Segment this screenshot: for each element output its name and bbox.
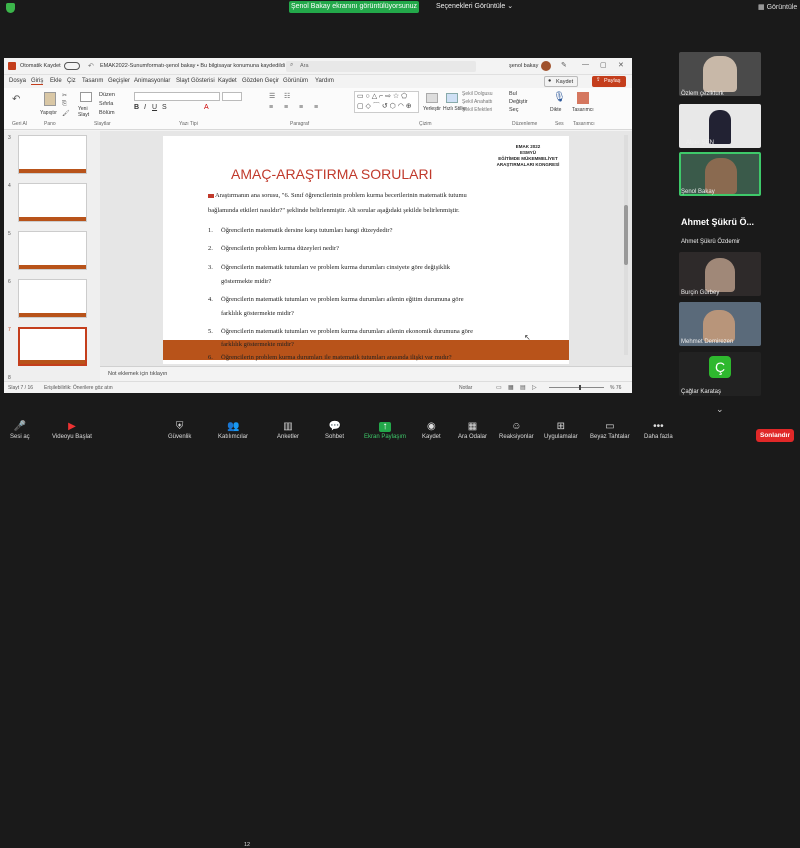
badge-line-2: ESMYÜ bbox=[519, 150, 536, 155]
question-3-line-1: Öğrencilerin matematik tutumları ve problem kurma durumları cinsiyete göre değişiklik bbox=[221, 264, 451, 271]
participant-big-name: Ahmet Şükrü Ö... bbox=[681, 217, 755, 227]
question-number: 6. bbox=[208, 354, 213, 361]
chevron-down-icon: ⌄ bbox=[507, 3, 514, 10]
slide-title: AMAÇ-ARAŞTIRMA SORULARI bbox=[231, 166, 433, 182]
breakout-rooms-button[interactable] bbox=[458, 422, 487, 440]
participant-name: Mehmet Demirezen bbox=[681, 339, 734, 345]
justify-icon[interactable]: ≡ bbox=[314, 104, 319, 111]
participant-name: Çağlar Karataş bbox=[681, 389, 722, 395]
chevron-down-icon[interactable]: ⌄ bbox=[716, 404, 724, 414]
participant-tile[interactable] bbox=[679, 52, 761, 96]
share-button[interactable] bbox=[592, 76, 626, 87]
powerpoint-window bbox=[4, 58, 632, 393]
tab-file[interactable]: Dosya bbox=[9, 78, 27, 84]
whiteboard-icon: ▭ bbox=[605, 421, 615, 432]
section-button[interactable]: Bölüm bbox=[99, 110, 115, 116]
question-5-line-2: farklılık göstermekte midir? bbox=[221, 341, 294, 348]
record-icon: ◉ bbox=[426, 421, 436, 432]
zoom-toolbar bbox=[0, 420, 800, 848]
slide-thumbnail-4[interactable] bbox=[18, 183, 87, 222]
maximize-icon[interactable]: ▢ bbox=[600, 62, 607, 69]
view-button-label: Görüntüle bbox=[766, 4, 798, 11]
group-undo-label: Geri Al bbox=[12, 121, 28, 127]
align-right-icon[interactable]: ≡ bbox=[299, 104, 304, 111]
security-shield-icon[interactable] bbox=[6, 3, 15, 13]
record-label: Kaydet bbox=[422, 434, 441, 440]
unmute-button[interactable] bbox=[10, 422, 30, 440]
chat-icon: 💬 bbox=[328, 421, 341, 432]
align-center-icon[interactable]: ≡ bbox=[284, 104, 289, 111]
thumb-number: 7 bbox=[8, 327, 11, 333]
participant-video bbox=[703, 56, 737, 92]
question-4-line-2: farklılık göstermekte midir? bbox=[221, 310, 294, 317]
microphone-icon[interactable]: 🎙 bbox=[553, 92, 566, 103]
group-clipboard-label: Pano bbox=[44, 121, 56, 127]
tab-home[interactable]: Giriş bbox=[31, 78, 44, 84]
ribbon-tabs bbox=[4, 76, 632, 88]
slide-editing-area bbox=[100, 131, 632, 366]
participants-count: 12 bbox=[244, 842, 251, 848]
question-number: 1. bbox=[208, 227, 213, 234]
mouse-cursor-icon: ↖ bbox=[524, 333, 531, 342]
polls-button[interactable] bbox=[277, 422, 299, 440]
undo-icon[interactable]: ↶ bbox=[88, 63, 94, 70]
intro-line-2: bağlamında etkileri nasıldır?" şeklinde belirlenmiştir. Alt sorular aşağıdaki şekilde belirlenmiştir. bbox=[208, 207, 460, 214]
numbering-icon[interactable]: ☷ bbox=[284, 93, 291, 100]
badge-line-4: ARAŞTIRMALARI KONGRESİ bbox=[496, 162, 560, 167]
participant-name: Özlem çezikturk bbox=[681, 91, 724, 97]
bold-icon[interactable]: B bbox=[134, 104, 140, 111]
unmute-label: Sesi aç bbox=[10, 434, 30, 440]
participant-name: Ahmet Şükrü Özdemir bbox=[681, 239, 741, 245]
close-icon[interactable]: ✕ bbox=[618, 62, 624, 69]
slide-thumbnail-6[interactable] bbox=[18, 279, 87, 318]
underline-icon[interactable]: U bbox=[152, 104, 158, 111]
question-number: 3. bbox=[208, 264, 213, 271]
smile-icon: ☺ bbox=[511, 421, 522, 432]
participants-icon: 👥 bbox=[227, 421, 240, 432]
accessibility-status[interactable]: Erişilebilirlik: Önerilere göz atın bbox=[44, 385, 113, 391]
security-button[interactable] bbox=[168, 422, 191, 440]
autosave-toggle[interactable] bbox=[64, 62, 80, 70]
polls-label: Anketler bbox=[277, 434, 300, 440]
zoom-slider[interactable] bbox=[549, 387, 604, 388]
intro-line-1: Araştırmanın ana sorusu, "6. Sınıf öğrencilerinin problem kurma becerilerinin matematik tutumu bbox=[215, 192, 467, 199]
layout-button[interactable]: Düzen bbox=[99, 92, 115, 98]
reset-button[interactable]: Sıfırla bbox=[99, 101, 114, 107]
tab-review[interactable]: Gözden Geçir bbox=[242, 78, 280, 84]
sharing-status-pill: Şenol Bakay ekranını görüntülüyorsunuz bbox=[289, 1, 419, 13]
designer-label: Tasarımcı bbox=[572, 107, 594, 113]
share-screen-label: Ekran Paylaşım bbox=[364, 434, 407, 440]
tab-slideshow[interactable]: Slayt Gösterisi bbox=[176, 78, 215, 84]
zoom-level[interactable]: % 76 bbox=[610, 385, 622, 391]
format-painter-icon[interactable]: 🖌 bbox=[62, 111, 70, 117]
status-bar bbox=[4, 381, 632, 393]
quick-styles-icon[interactable] bbox=[446, 93, 458, 103]
question-3-line-2: göstermekte midir? bbox=[221, 278, 272, 285]
polls-icon: ▥ bbox=[283, 421, 293, 432]
font-size-select[interactable] bbox=[222, 92, 242, 101]
start-video-button[interactable] bbox=[52, 422, 92, 440]
select-button[interactable]: Seç bbox=[509, 107, 519, 113]
tab-help[interactable]: Yardım bbox=[315, 78, 334, 84]
slide-thumbnail-pane bbox=[4, 131, 100, 381]
arrange-icon[interactable] bbox=[426, 93, 438, 103]
microphone-muted-icon: 🎤 bbox=[13, 421, 27, 432]
designer-icon[interactable] bbox=[577, 92, 589, 104]
shape-outline-button[interactable]: Şekil Anahattı bbox=[462, 99, 493, 105]
notes-placeholder: Not eklemek için tıklayın bbox=[108, 371, 168, 377]
thumb-number: 3 bbox=[8, 135, 11, 141]
tab-insert[interactable]: Ekle bbox=[50, 78, 62, 84]
current-slide[interactable] bbox=[163, 136, 569, 364]
view-options-button[interactable] bbox=[436, 1, 513, 13]
new-slide-label: Yeni Slayt bbox=[78, 106, 90, 118]
participant-video bbox=[705, 258, 735, 292]
breakout-rooms-label: Ara Odalar bbox=[458, 434, 488, 440]
chat-label: Sohbet bbox=[325, 434, 345, 440]
participant-video bbox=[709, 110, 731, 144]
participant-name: Burçin Gürbey bbox=[681, 290, 720, 296]
more-label: Daha fazla bbox=[644, 434, 673, 440]
vertical-scrollbar[interactable] bbox=[624, 135, 628, 355]
reactions-button[interactable] bbox=[499, 422, 534, 440]
chat-button[interactable] bbox=[325, 422, 344, 440]
group-designer-label: Tasarımcı bbox=[573, 121, 595, 127]
thumb-number: 4 bbox=[8, 183, 11, 189]
slideshow-view-icon[interactable]: ▷ bbox=[532, 385, 537, 391]
shapes-gallery[interactable]: ▭ ○ △ ⌐ ⇨ ☆ ⬠ ▢ ◇ ⌒ ↺ ⬡ ◠ ⊕ bbox=[354, 91, 419, 113]
bullet-mark-icon bbox=[208, 194, 214, 198]
shield-icon: ⛨ bbox=[175, 421, 184, 432]
new-slide-icon[interactable] bbox=[80, 92, 92, 102]
question-6: Öğrencilerin problem kurma durumları ile matematik tutumları arasında ilişki var mıdır? bbox=[221, 354, 452, 361]
security-label: Güvenlik bbox=[168, 434, 192, 440]
slide-thumbnail-7-selected[interactable] bbox=[18, 327, 87, 366]
share-button-label: Paylaş bbox=[604, 78, 621, 84]
congress-badge bbox=[493, 144, 563, 168]
paste-icon[interactable] bbox=[44, 92, 56, 106]
participant-video bbox=[703, 310, 735, 342]
font-color-icon[interactable]: A bbox=[204, 104, 209, 111]
shape-fill-button[interactable]: Şekil Dolgusu bbox=[462, 91, 493, 97]
autosave-label: Otomatik Kaydet bbox=[20, 63, 61, 69]
apps-icon: ⊞ bbox=[556, 421, 566, 432]
breakout-rooms-icon: ▦ bbox=[467, 421, 478, 432]
share-screen-icon: ↑ bbox=[379, 422, 391, 432]
group-editing-label: Düzenleme bbox=[512, 121, 538, 127]
video-off-icon: ▶ bbox=[68, 421, 76, 432]
slide-thumbnail-3[interactable] bbox=[18, 135, 87, 174]
slide-counter: Slayt 7 / 16 bbox=[8, 385, 34, 391]
reading-view-icon[interactable]: ▤ bbox=[520, 385, 526, 391]
notes-pane[interactable] bbox=[100, 366, 632, 380]
group-font-label: Yazı Tipi bbox=[179, 121, 198, 127]
question-number: 2. bbox=[208, 245, 213, 252]
question-2: Öğrencilerin problem kurma düzeyleri nedir? bbox=[221, 245, 340, 252]
view-button[interactable] bbox=[758, 3, 797, 11]
start-video-label: Videoyu Başlat bbox=[52, 434, 92, 440]
sorter-view-icon[interactable]: ▦ bbox=[508, 385, 514, 391]
thumb-number: 6 bbox=[8, 279, 11, 285]
tab-design[interactable]: Tasarım bbox=[82, 78, 104, 84]
participants-button[interactable] bbox=[218, 422, 248, 440]
record-dot-icon: ● bbox=[548, 78, 552, 84]
avatar[interactable] bbox=[541, 61, 551, 71]
more-button[interactable] bbox=[644, 422, 673, 440]
save-button-label: Kaydet bbox=[556, 79, 574, 85]
question-number: 4. bbox=[208, 296, 213, 303]
find-button[interactable]: Bul bbox=[509, 91, 517, 97]
participant-name: Şenol Bakay bbox=[681, 189, 715, 195]
group-drawing-label: Çizim bbox=[419, 121, 432, 127]
question-4-line-1: Öğrencilerin matematik tutumları ve problem kurma durumları ailenin eğitim durumuna göre bbox=[221, 296, 464, 303]
minimize-icon[interactable]: — bbox=[582, 61, 589, 68]
notes-toggle[interactable]: Notlar bbox=[459, 385, 473, 391]
share-screen-button[interactable] bbox=[364, 422, 406, 440]
shape-effects-button[interactable]: Şekil Efektleri bbox=[462, 107, 493, 113]
tab-animations[interactable]: Animasyonlar bbox=[134, 78, 171, 84]
apps-label: Uygulamalar bbox=[544, 434, 578, 440]
normal-view-icon[interactable]: ▭ bbox=[496, 385, 502, 391]
group-paragraph-label: Paragraf bbox=[290, 121, 310, 127]
tab-view[interactable]: Görünüm bbox=[283, 78, 309, 84]
reactions-label: Reaksiyonlar bbox=[499, 434, 534, 440]
apps-button[interactable] bbox=[544, 422, 578, 440]
question-5-line-1: Öğrencilerin matematik tutumları ve problem kurma durumları ailenin ekonomik durumuna göre bbox=[221, 328, 473, 335]
participants-label: Katılımcılar bbox=[218, 434, 249, 440]
cut-icon[interactable]: ✂ bbox=[62, 93, 68, 99]
user-name[interactable]: şenol bakay bbox=[509, 63, 539, 69]
dictate-label: Dikte bbox=[550, 107, 562, 113]
group-slides-label: Slaytlar bbox=[94, 121, 111, 127]
quick-styles-label: Hızlı Stiller bbox=[443, 106, 467, 112]
share-icon: ⇪ bbox=[596, 77, 601, 83]
strikethrough-icon[interactable]: S bbox=[162, 104, 167, 111]
question-number: 5. bbox=[208, 328, 213, 335]
question-1: Öğrencilerin matematik dersine karşı tutumları hangi düzeydedir? bbox=[221, 227, 393, 234]
copy-icon[interactable]: ⎘ bbox=[62, 101, 67, 107]
thumb-number: 8 bbox=[8, 375, 11, 381]
arrange-label: Yerleştir bbox=[423, 106, 441, 112]
document-filename[interactable]: EMAK2022-Sunumformatı-şenol bakay • Bu bilgisayar konumuna kaydedildi bbox=[100, 63, 286, 69]
whiteboards-button[interactable] bbox=[590, 422, 630, 440]
badge-line-3: EĞİTİMDE MÜKEMMELİYET bbox=[498, 156, 558, 161]
slide-thumbnail-5[interactable] bbox=[18, 231, 87, 270]
align-left-icon[interactable]: ≡ bbox=[269, 104, 274, 111]
badge-line-1: EMAK 2022 bbox=[515, 144, 541, 149]
tab-transitions[interactable]: Geçişler bbox=[108, 78, 131, 84]
grid-icon: ▦ bbox=[758, 4, 765, 11]
participant-name: Alper ŞEN bbox=[686, 140, 715, 146]
thumb-number: 5 bbox=[8, 231, 11, 237]
search-placeholder: Ara bbox=[300, 63, 309, 69]
search-icon: ⌕ bbox=[290, 62, 294, 68]
ribbon bbox=[4, 88, 632, 130]
paste-label: Yapıştır bbox=[40, 110, 57, 116]
view-options-label: Seçenekleri Görüntüle bbox=[436, 3, 506, 10]
italic-icon[interactable]: I bbox=[144, 104, 146, 111]
bullets-icon[interactable]: ☰ bbox=[269, 93, 276, 100]
pen-icon[interactable]: ✎ bbox=[561, 62, 567, 69]
search-box[interactable] bbox=[286, 61, 476, 72]
more-dots-icon: ••• bbox=[653, 421, 664, 432]
ppt-title-bar bbox=[4, 58, 632, 75]
whiteboards-label: Beyaz Tahtalar bbox=[590, 434, 630, 440]
replace-button[interactable]: Değiştir bbox=[509, 99, 528, 105]
save-button[interactable] bbox=[544, 76, 578, 87]
font-family-select[interactable] bbox=[134, 92, 220, 101]
group-voice-label: Ses bbox=[555, 121, 564, 127]
tab-record[interactable]: Kaydet bbox=[218, 78, 237, 84]
tab-draw[interactable]: Çiz bbox=[67, 78, 76, 84]
end-meeting-button[interactable]: Sonlandır bbox=[756, 429, 794, 442]
participant-initial: Ç bbox=[709, 356, 731, 378]
record-button[interactable] bbox=[422, 422, 441, 440]
powerpoint-logo-icon bbox=[8, 62, 16, 70]
undo-big-icon[interactable]: ↶ bbox=[12, 94, 21, 105]
